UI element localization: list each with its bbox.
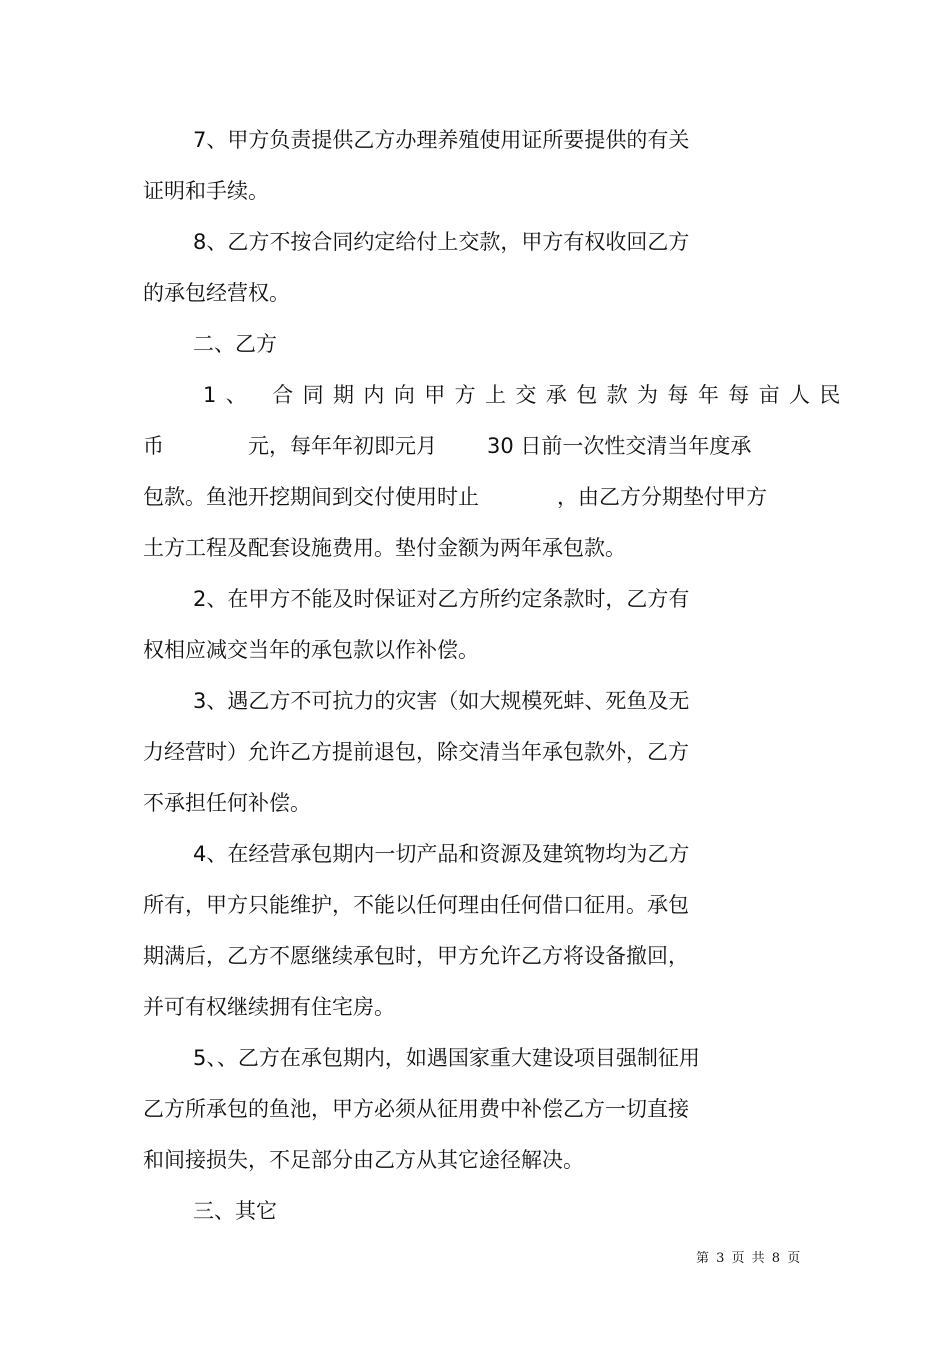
party-b-clause-2-line-2: 权相应减交当年的承包款以作补偿。 xyxy=(143,638,479,662)
party-b-clause-1-line-3b: ，由乙方分期垫付甲方 xyxy=(557,485,767,509)
party-b-clause-3-line-2: 力经营时）允许乙方提前退包，除交清当年承包款外，乙方 xyxy=(143,740,689,764)
clause-8-line-1: 8、乙方不按合同约定给付上交款，甲方有权收回乙方 xyxy=(193,230,690,254)
party-b-clause-1-line-2c: 30 日前一次性交清当年度承 xyxy=(487,434,752,458)
section-heading-other: 三、其它 xyxy=(193,1199,277,1223)
clause-7-line-2: 证明和手续。 xyxy=(143,179,269,203)
section-heading-party-b: 二、乙方 xyxy=(193,332,277,356)
page-number-footer: 第 3 页 共 8 页 xyxy=(696,1251,801,1266)
party-b-clause-3-line-3: 不承担任何补偿。 xyxy=(143,791,311,815)
clause-8-line-2: 的承包经营权。 xyxy=(143,281,290,305)
party-b-clause-4-line-1: 4、在经营承包期内一切产品和资源及建筑物均为乙方 xyxy=(193,842,690,866)
party-b-clause-1-line-3a: 包款。鱼池开挖期间到交付使用时止 xyxy=(143,485,479,509)
party-b-clause-4-line-4: 并可有权继续拥有住宅房。 xyxy=(143,995,395,1019)
party-b-clause-1-line-4: 土方工程及配套设施费用。垫付金额为两年承包款。 xyxy=(143,536,626,560)
party-b-clause-3-line-1: 3、遇乙方不可抗力的灾害（如大规模死蚌、死鱼及无 xyxy=(193,689,690,713)
party-b-clause-5-line-3: 和间接损失，不足部分由乙方从其它途径解决。 xyxy=(143,1148,584,1172)
party-b-clause-5-line-1: 5、、乙方在承包期内，如遇国家重大建设项目强制征用 xyxy=(193,1046,700,1070)
party-b-clause-4-line-3: 期满后，乙方不愿继续承包时，甲方允许乙方将设备撤回， xyxy=(143,944,689,968)
party-b-clause-1-line-2b: 元，每年年初即元月 xyxy=(248,434,437,458)
party-b-clause-4-line-2: 所有，甲方只能维护，不能以任何理由任何借口征用。承包 xyxy=(143,893,689,917)
party-b-clause-1-line-1: 1、 合同期内向甲方上交承包款为每年每亩人民 xyxy=(203,383,850,407)
party-b-clause-5-line-2: 乙方所承包的鱼池，甲方必须从征用费中补偿乙方一切直接 xyxy=(143,1097,689,1121)
clause-7-line-1: 7、甲方负责提供乙方办理养殖使用证所要提供的有关 xyxy=(193,128,690,152)
party-b-clause-1-line-2a: 币 xyxy=(143,434,164,458)
party-b-clause-2-line-1: 2、在甲方不能及时保证对乙方所约定条款时，乙方有 xyxy=(193,587,690,611)
